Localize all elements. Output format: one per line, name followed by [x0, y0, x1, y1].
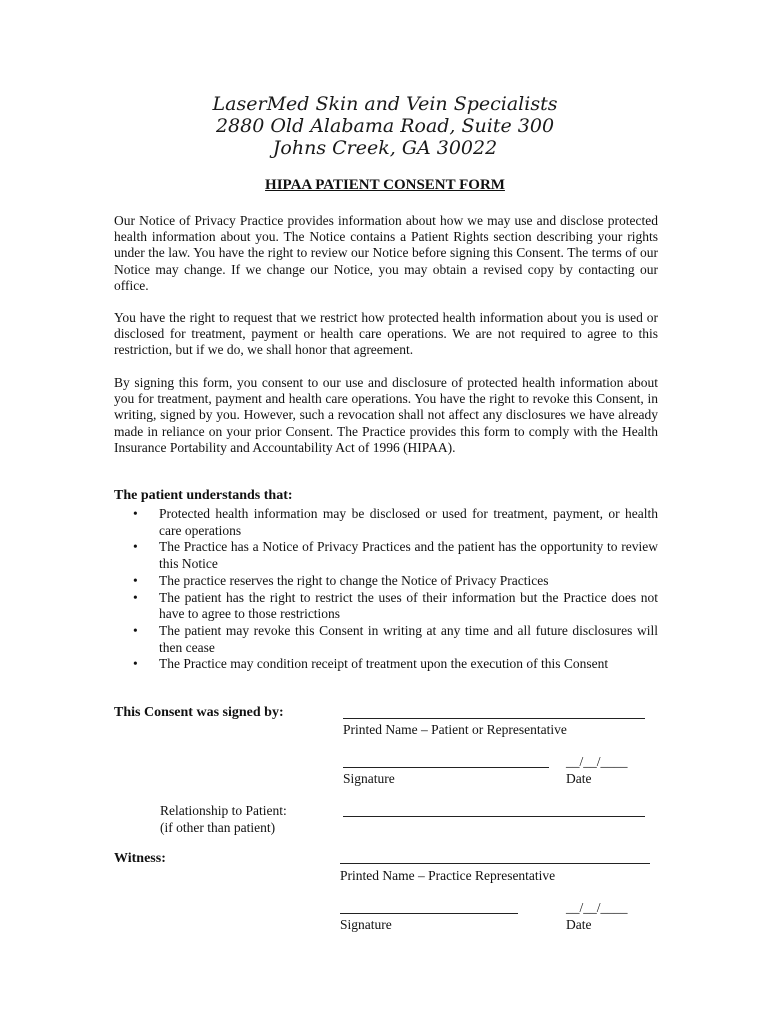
bullet-icon: •	[133, 572, 138, 588]
patient-date-label: Date	[566, 771, 592, 786]
witness-signature-label: Signature	[340, 917, 392, 932]
practice-name: LaserMed Skin and Vein Specialists	[212, 93, 558, 115]
list-item: • Protected health information may be disclosed or used for treatment, payment, or health care operations	[133, 506, 658, 538]
witness-date-label: Date	[566, 917, 592, 932]
paragraph-restriction: You have the right to request that we restrict how protected health information about you is used or disclosed for treatment, payment or health care operations. We are not required to agree to this restriction, but if we do, we shall honor that agreement.	[114, 310, 658, 358]
relationship-field[interactable]	[343, 816, 645, 817]
bullet-icon: •	[133, 589, 138, 605]
signed-by-label: This Consent was signed by:	[114, 705, 284, 720]
list-item: • The practice reserves the right to change the Notice of Privacy Practices	[133, 572, 549, 588]
patient-signature-label: Signature	[343, 771, 395, 786]
printed-name-rep-field[interactable]	[340, 863, 650, 864]
patient-date-field[interactable]: __/__/____	[566, 754, 628, 769]
address-line-2: Johns Creek, GA 30022	[272, 137, 498, 159]
understands-heading: The patient understands that:	[114, 488, 293, 503]
paragraph-notice: Our Notice of Privacy Practice provides information about how we may use and disclose protected health information about you. The Notice contains a Patient Rights section describing your rights under the law. You have the right to review our Notice before signing this Consent. The terms of our Notice may change. If we change our Notice, you may obtain a revised copy by contacting our office.	[114, 213, 658, 293]
patient-signature-field[interactable]	[343, 767, 549, 768]
list-item: • The Practice may condition receipt of treatment upon the execution of this Consent	[133, 656, 609, 672]
bullet-icon: •	[133, 539, 138, 555]
witness-label: Witness:	[114, 851, 166, 866]
relationship-label: Relationship to Patient:	[160, 803, 287, 818]
understands-list	[114, 506, 658, 673]
bullet-icon: •	[133, 622, 138, 638]
list-item: • The Practice has a Notice of Privacy Practices and the patient has the opportunity to review this Notice	[133, 539, 658, 572]
list-item: • The patient may revoke this Consent in writing at any time and all future disclosures will then cease	[133, 622, 658, 655]
list-item: • The patient has the right to restrict the uses of their information but the Practice does not have to agree to those restrictions	[133, 589, 658, 622]
printed-name-patient-field[interactable]	[343, 718, 645, 719]
address-line-1: 2880 Old Alabama Road, Suite 300	[215, 115, 555, 137]
printed-name-rep-label: Printed Name – Practice Representative	[340, 868, 556, 883]
printed-name-patient-label: Printed Name – Patient or Representative	[343, 722, 567, 737]
paragraph-consent: By signing this form, you consent to our use and disclosure of protected health information about you for treatment, payment and health care operations. You have the right to revoke this Consent, in writing, signed by you. However, such a revocation shall not affect any disclosures we have already made in reliance on your prior Consent. The Practice provides this form to comply with the Health Insurance Portability and Accountability Act of 1996 (HIPAA).	[114, 375, 658, 455]
bullet-icon: •	[133, 506, 138, 521]
bullet-icon: •	[133, 656, 138, 672]
relationship-note: (if other than patient)	[160, 820, 276, 835]
witness-date-field[interactable]: __/__/____	[566, 900, 628, 915]
form-title: HIPAA PATIENT CONSENT FORM	[265, 177, 505, 193]
witness-signature-field[interactable]	[340, 913, 518, 914]
